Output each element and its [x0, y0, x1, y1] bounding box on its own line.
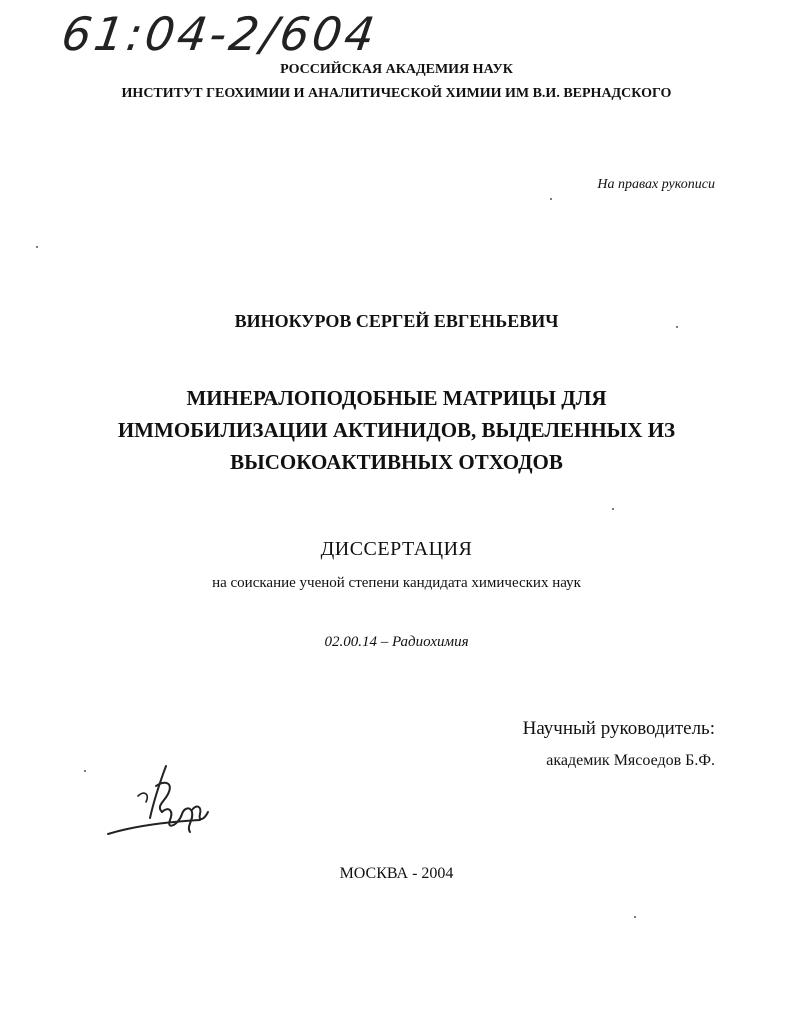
scan-speck [612, 508, 614, 510]
scan-speck [84, 770, 86, 772]
document-type: ДИССЕРТАЦИЯ [320, 538, 473, 560]
title-line-3: ВЫСОКОАКТИВНЫХ ОТХОДОВ [230, 450, 563, 474]
title-line-2: ИММОБИЛИЗАЦИИ АКТИНИДОВ, ВЫДЕЛЕННЫХ ИЗ [117, 418, 676, 442]
institute-name: ИНСТИТУТ ГЕОХИМИИ И АНАЛИТИЧЕСКОЙ ХИМИИ ИМ В.И. ВЕРНАДСКОГО [121, 86, 672, 101]
supervisor-name: академик Мясоедов Б.Ф. [546, 752, 715, 769]
degree-statement: на соискание ученой степени кандидата химических наук [212, 575, 581, 591]
scan-speck [550, 198, 552, 200]
scan-speck [36, 246, 38, 248]
supervisor-label: Научный руководитель: [522, 718, 715, 739]
handwritten-catalog-number: 61:04-2/604 [58, 7, 381, 61]
author-name: ВИНОКУРОВ СЕРГЕЙ ЕВГЕНЬЕВИЧ [234, 311, 559, 331]
specialty-code: 02.00.14 – Радиохимия [324, 634, 469, 650]
title-line-1: МИНЕРАЛОПОДОБНЫЕ МАТРИЦЫ ДЛЯ [186, 386, 607, 410]
dissertation-title [0, 382, 793, 478]
city-year: МОСКВА - 2004 [339, 865, 454, 882]
academy-name: РОССИЙСКАЯ АКАДЕМИЯ НАУК [280, 62, 513, 77]
scan-speck [676, 326, 678, 328]
handwritten-signature-icon [104, 760, 224, 850]
scan-speck [634, 916, 636, 918]
manuscript-note: На правах рукописи [597, 177, 715, 192]
